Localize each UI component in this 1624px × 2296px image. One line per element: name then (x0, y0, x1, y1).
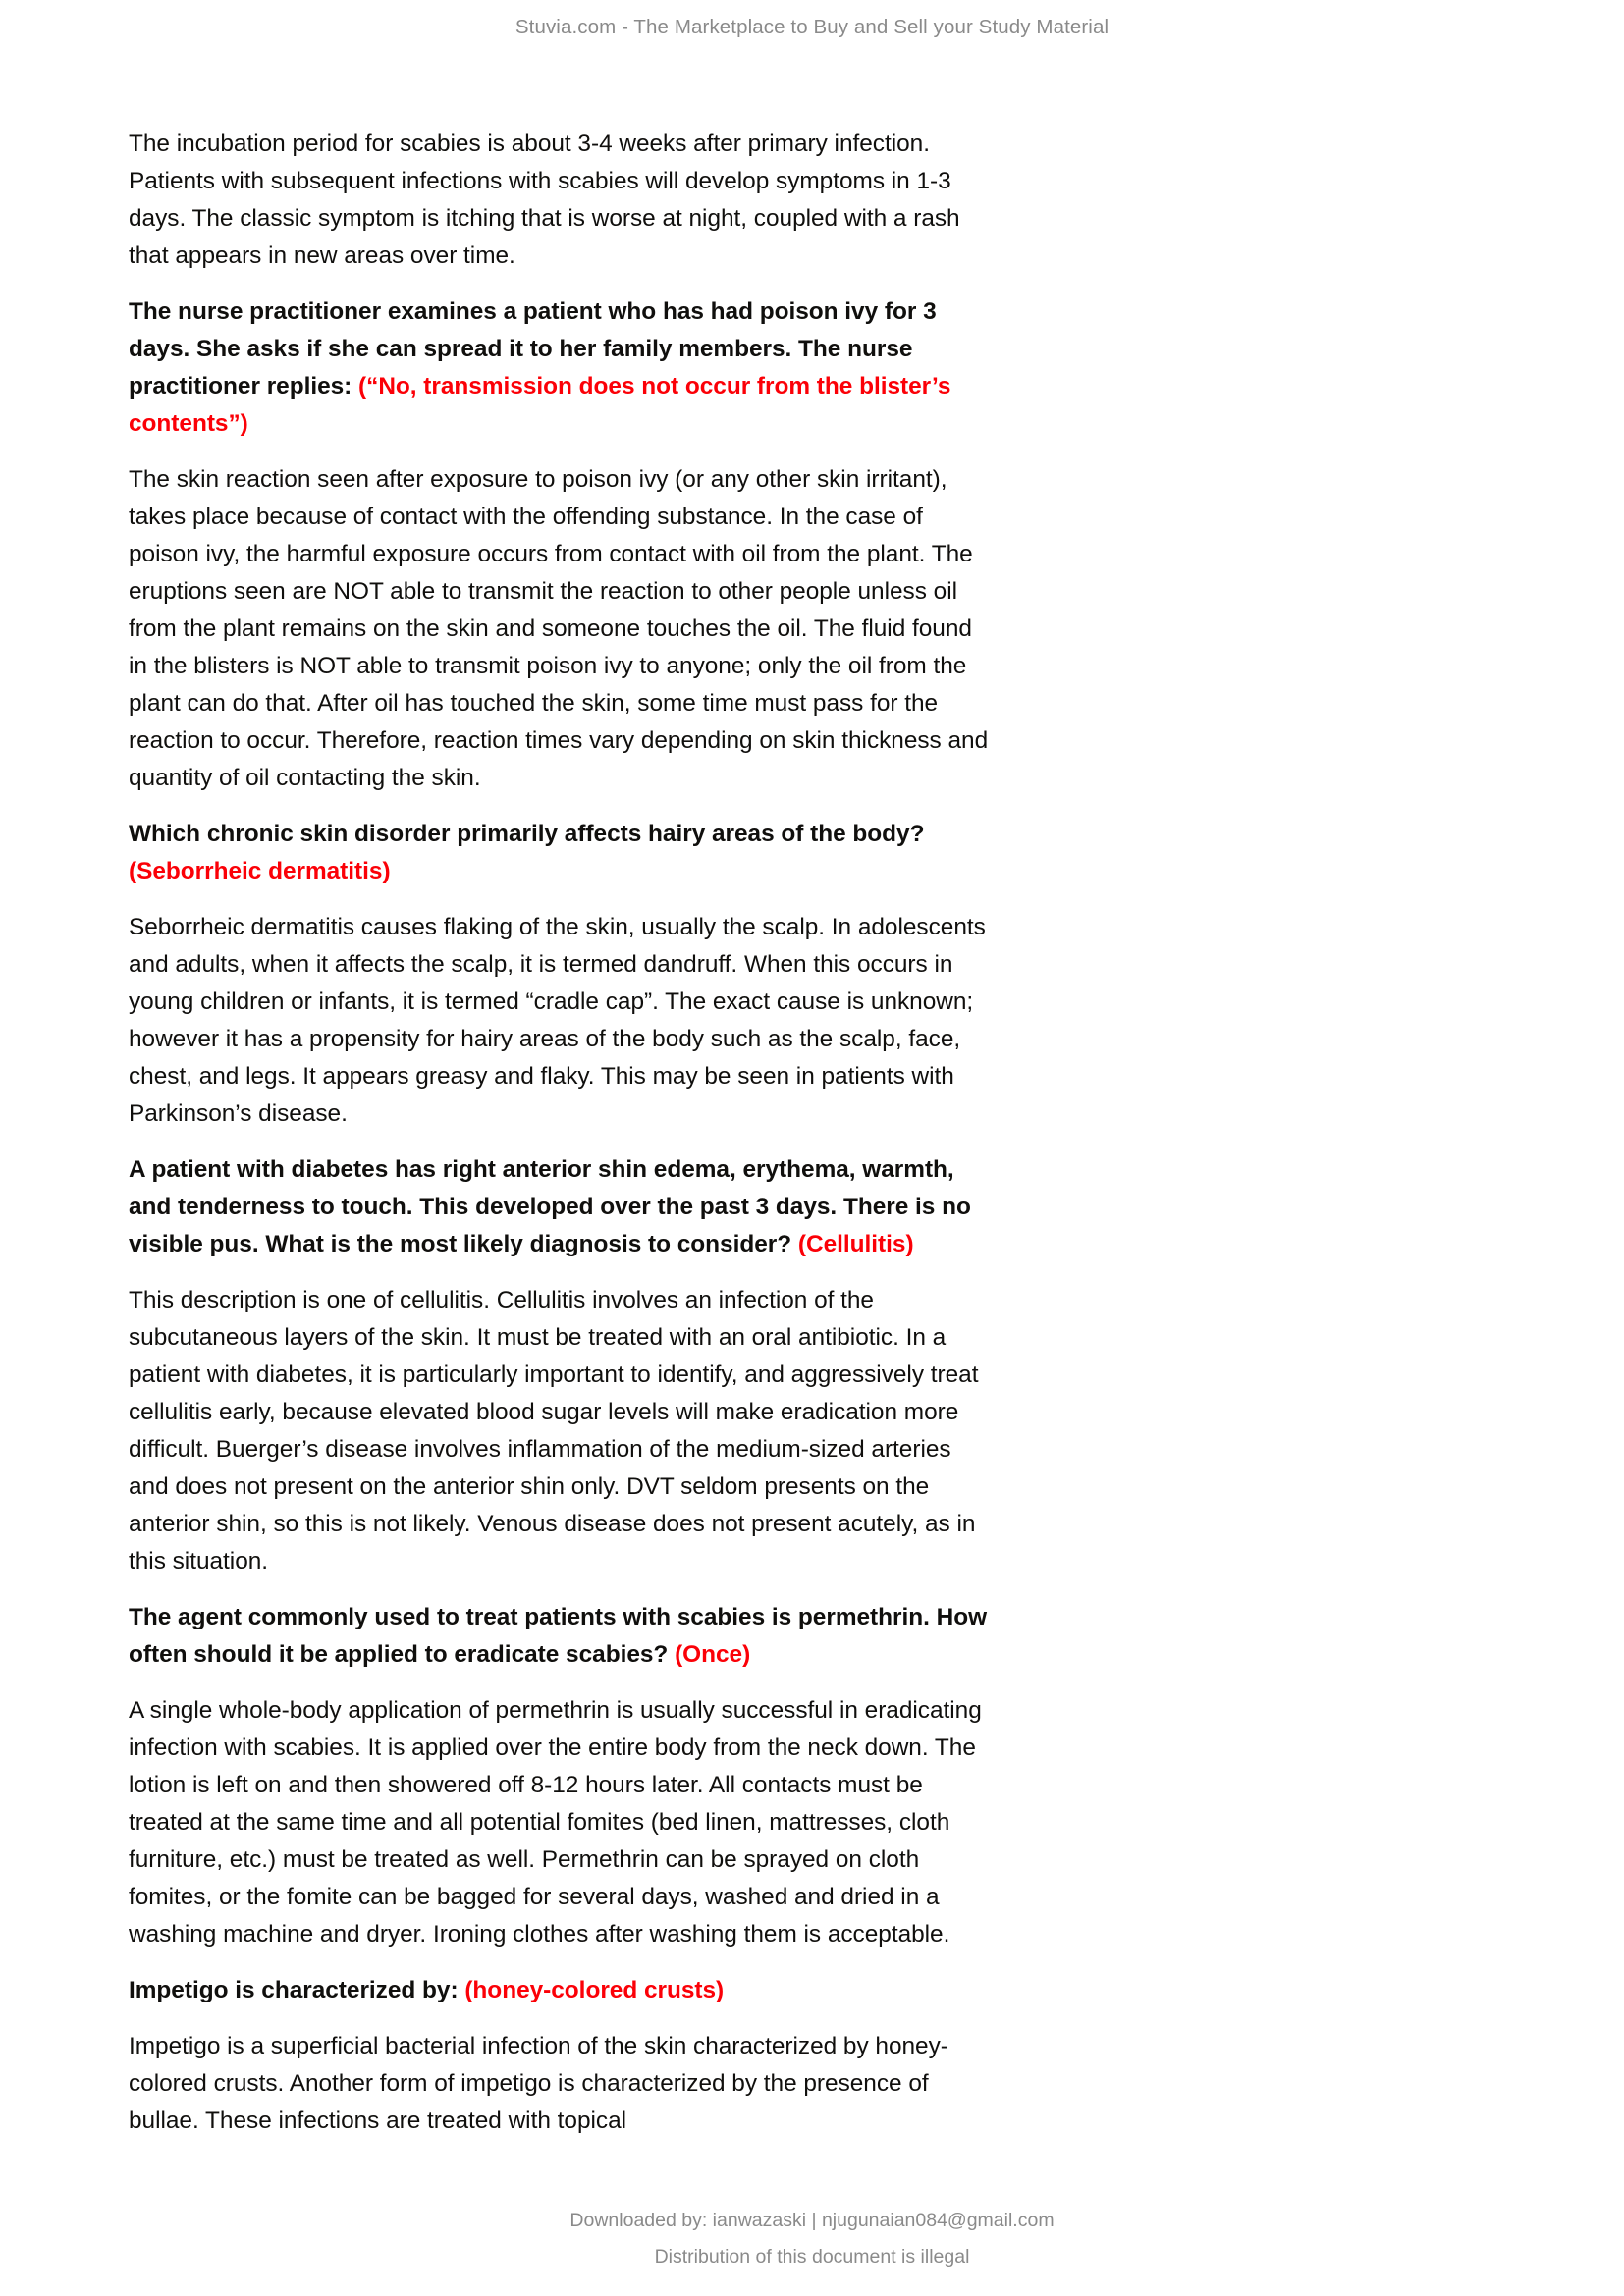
paragraph-seborrheic-dermatitis-explanation: Seborrheic dermatitis causes flaking of the skin, usually the scalp. In adolescents and adults, when it affects the scalp, it is termed dandruff. When this occurs in young children or infants, it is termed “cradle cap”. The exact cause is unknown; however it has a propensity for hairy areas of the body such as the scalp, face, chest, and legs. It appears greasy and flaky. This may be seen in patients with Parkinson’s disease. (129, 914, 986, 1127)
paragraph-scabies-incubation: The incubation period for scabies is about 3-4 weeks after primary infection. Patients with subsequent infections with scabies will develop symptoms in 1-3 days. The classic symptom is itching that is worse at night, coupled with a rash that appears in new areas over time. (129, 131, 960, 269)
answer-text: (Once) (675, 1641, 751, 1668)
question-text: A patient with diabetes has right anterior shin edema, erythema, warmth, and tenderness to touch. This developed over the past 3 days. There is no visible pus. What is the most likely diagnosis to consider? (129, 1156, 971, 1257)
paragraph-impetigo-explanation: Impetigo is a superficial bacterial infection of the skin characterized by honey-colored crusts. Another form of impetigo is characterized by the presence of bullae. These infections are treated with topical (129, 2033, 948, 2134)
qa-diabetes-shin-cellulitis (129, 1151, 990, 1263)
paragraph-permethrin-explanation: A single whole-body application of permethrin is usually successful in eradicating infection with scabies. It is applied over the entire body from the neck down. The lotion is left on and then showered off 8-12 hours later. All contacts must be treated at the same time and all potential fomites (bed linen, mattresses, cloth furniture, etc.) must be treated as well. Permethrin can be sprayed on cloth fomites, or the fomite can be bagged for several days, washed and dried in a washing machine and dryer. Ironing clothes after washing them is acceptable. (129, 1697, 982, 1948)
footer-distribution-notice: Distribution of this document is illegal (654, 2246, 970, 2268)
answer-text: (Cellulitis) (797, 1231, 914, 1257)
qa-permethrin-application-frequency (129, 1599, 990, 1674)
page-footer (0, 2210, 1624, 2269)
paragraph-cellulitis-explanation: This description is one of cellulitis. Cellulitis involves an infection of the subcutaneous layers of the skin. It must be treated with an oral antibiotic. In a patient with diabetes, it is particularly important to identify, and aggressively treat cellulitis early, because elevated blood sugar levels will make eradication more difficult. Buerger’s disease involves inflammation of the medium-sized arteries and does not present on the anterior shin only. DVT seldom presents on the anterior shin, so this is not likely. Venous disease does not present acutely, as in this situation. (129, 1287, 979, 1575)
question-text: The agent commonly used to treat patients with scabies is permethrin. How often should it be applied to eradicate scabies? (129, 1604, 988, 1668)
document-body (129, 126, 990, 2159)
question-text: The nurse practitioner examines a patient who has had poison ivy for 3 days. She asks if she can spread it to her family members. The nurse practitioner replies: (129, 298, 937, 400)
answer-text: (honey-colored crusts) (464, 1977, 725, 2003)
qa-poison-ivy-transmission (129, 294, 990, 443)
footer-downloaded-by: Downloaded by: ianwazaski | njugunaian084@gmail.com (569, 2210, 1055, 2231)
qa-chronic-skin-disorder-hairy-areas (129, 816, 990, 890)
stuvia-watermark-header: Stuvia.com - The Marketplace to Buy and Sell your Study Material (514, 16, 1110, 38)
question-text: Impetigo is characterized by: (129, 1977, 465, 2003)
answer-text: (Seborrheic dermatitis) (129, 858, 391, 884)
question-text: Which chronic skin disorder primarily affects hairy areas of the body? (129, 821, 925, 847)
qa-impetigo-characterization (129, 1972, 990, 2009)
paragraph-poison-ivy-explanation: The skin reaction seen after exposure to poison ivy (or any other skin irritant), takes place because of contact with the offending substance. In the case of poison ivy, the harmful exposure occurs from contact with oil from the plant. The eruptions seen are NOT able to transmit the reaction to other people unless oil from the plant remains on the skin and someone touches the oil. The fluid found in the blisters is NOT able to transmit poison ivy to anyone; only the oil from the plant can do that. After oil has touched the skin, some time must pass for the reaction to occur. Therefore, reaction times vary depending on skin thickness and quantity of oil contacting the skin. (129, 466, 989, 791)
answer-text: (“No, transmission does not occur from the blister’s contents”) (129, 373, 951, 437)
